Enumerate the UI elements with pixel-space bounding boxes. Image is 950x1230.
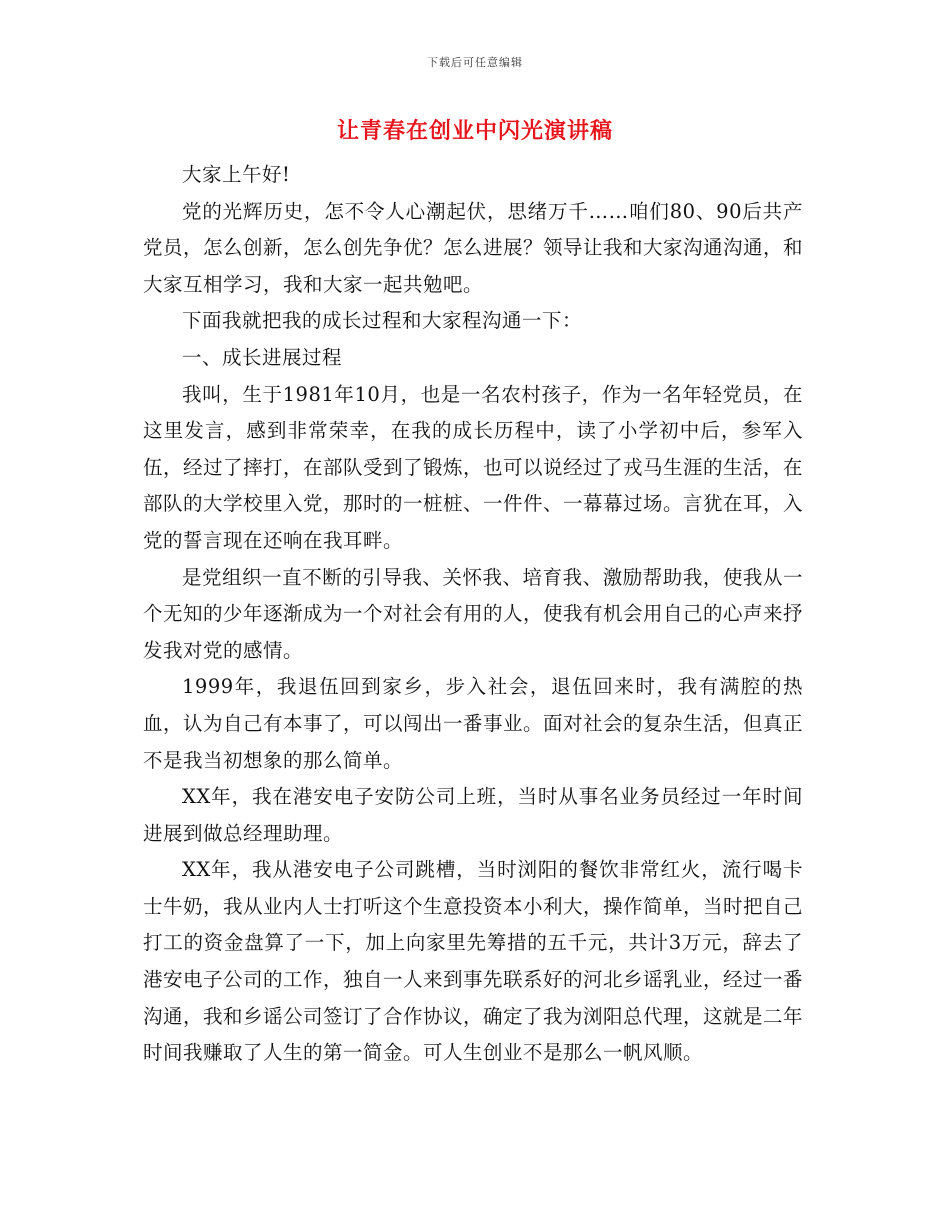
paragraph-transition: 下面我就把我的成长过程和大家程沟通一下： [182, 309, 583, 333]
paragraph-xx-business: XX年，我从港安电子公司跳槽，当时浏阳的餐饮非常红火，流行喝卡士牛奶，我从业内人士打听这个生意投资本小利大，操作简单，当时把自己打工的资金盘算了一下，加上向家里先筹措的五千元，共计3万元，辞去了港安电子公司的工作，独自一人来到事先联系好的河北乡谣乳业，经过一番沟通，我和乡谣公司签订了合作协议，确定了我为浏阳总代理，这就是二年时间我赚取了人生的第一简金。可人生创业不是那么一帆风顺。 [143, 858, 804, 1065]
document-title: 让青春在创业中闪光演讲稿 [336, 118, 613, 144]
paragraph-party-care: 是党组织一直不断的引导我、关怀我、培育我、激励帮助我，使我从一个无知的少年逐渐成为一个对社会有用的人，使我有机会用自己的心声来抒发我对党的感情。 [143, 565, 804, 662]
document-body [143, 157, 803, 1072]
header-note: 下载后可任意编辑 [427, 56, 523, 69]
paragraph-intro: 党的光辉历史，怎不令人心潮起伏，思绪万千……咱们80、90后共产党员，怎么创新，怎么创先争优？怎么进展？领导让我和大家沟通沟通，和大家互相学习，我和大家一起共勉吧。 [143, 199, 804, 296]
paragraph-xx-job: XX年，我在港安电子安防公司上班，当时从事名业务员经过一年时间进展到做总经理助理。 [143, 785, 803, 845]
paragraph-greeting: 大家上午好! [182, 163, 291, 186]
paragraph-1999: 1999年，我退伍回到家乡，步入社会，退伍回来时，我有满腔的热血，认为自己有本事了，可以闯出一番事业。面对社会的复杂生活，但真正不是我当初想象的那么简单。 [143, 675, 804, 772]
section-heading: 一、成长进展过程 [182, 345, 343, 369]
paragraph-background: 我叫，生于1981年10月，也是一名农村孩子，作为一名年轻党员，在这里发言，感到非常荣幸，在我的成长历程中，读了小学初中后，参军入伍，经过了摔打，在部队受到了锻炼，也可以说经过了戎马生涯的生活，在部队的大学校里入党，那时的一桩桩、一件件、一幕幕过场。言犹在耳，入党的誓言现在还响在我耳畔。 [143, 382, 804, 552]
